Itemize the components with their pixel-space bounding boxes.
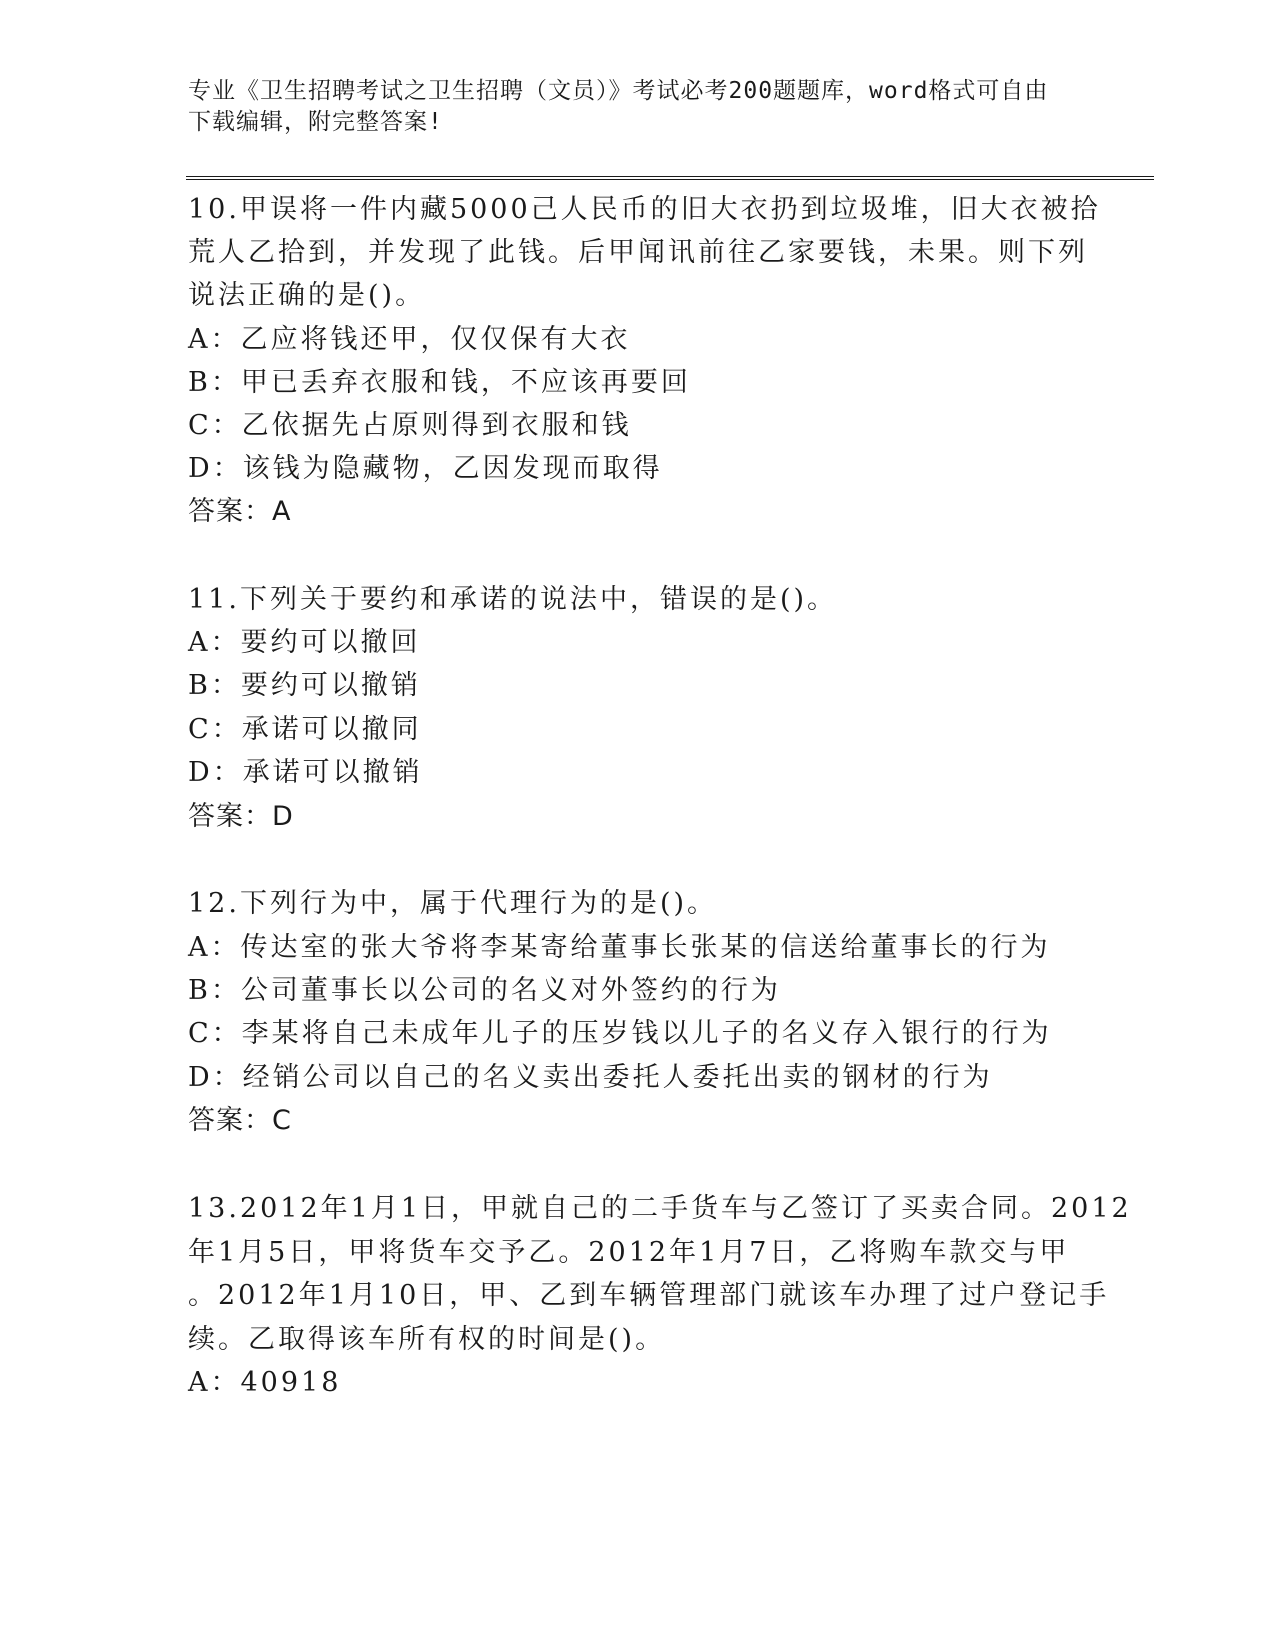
question-10-stem-line-3: 说法正确的是()。: [188, 280, 426, 311]
question-12-stem-line-1: 12.下列行为中，属于代理行为的是()。: [188, 888, 718, 919]
question-12-option-a: A：传达室的张大爷将李某寄给董事长张某的信送给董事长的行为: [188, 932, 1051, 963]
question-11-option-c: C：承诺可以撤同: [188, 714, 422, 745]
question-12-option-b: B：公司董事长以公司的名义对外签约的行为: [188, 975, 781, 1006]
question-10-option-c: C：乙依据先占原则得到衣服和钱: [188, 410, 632, 441]
question-10-answer: 答案：A: [188, 496, 292, 527]
question-10-stem-line-1: 10.甲误将一件内藏5000己人民币的旧大衣扔到垃圾堆，旧大衣被拾: [188, 194, 1101, 225]
question-12-answer: 答案：C: [188, 1105, 292, 1136]
question-10-stem-line-2: 荒人乙拾到，并发现了此钱。后甲闻讯前往乙家要钱，未果。则下列: [188, 237, 1088, 268]
question-11-answer: 答案：D: [188, 801, 294, 832]
question-11-stem-line-1: 11.下列关于要约和承诺的说法中，错误的是()。: [188, 584, 838, 615]
question-10-option-d: D：该钱为隐藏物，乙因发现而取得: [188, 453, 663, 484]
question-13-stem-line-2: 年1月5日，甲将货车交予乙。2012年1月7日，乙将购车款交与甲: [188, 1237, 1070, 1268]
question-11-option-a: A：要约可以撤回: [188, 627, 421, 658]
question-13-stem-line-3: 。2012年1月10日，甲、乙到车辆管理部门就该车办理了过户登记手: [188, 1280, 1110, 1311]
question-13-stem-line-4: 续。乙取得该车所有权的时间是()。: [188, 1324, 666, 1355]
question-10-option-b: B：甲已丢弃衣服和钱，不应该再要回: [188, 367, 691, 398]
question-12-option-c: C：李某将自己未成年儿子的压岁钱以儿子的名义存入银行的行为: [188, 1018, 1052, 1049]
question-13-stem-line-1: 13.2012年1月1日，甲就自己的二手货车与乙签订了买卖合同。2012: [188, 1193, 1132, 1224]
question-11-option-d: D：承诺可以撤销: [188, 757, 423, 788]
question-11-option-b: B：要约可以撤销: [188, 670, 421, 701]
question-12-option-d: D：经销公司以自己的名义卖出委托人委托出卖的钢材的行为: [188, 1062, 993, 1093]
question-13-option-a: A：40918: [188, 1367, 342, 1398]
question-10-option-a: A：乙应将钱还甲，仅仅保有大衣: [188, 324, 631, 355]
document-header: 专业《卫生招聘考试之卫生招聘（文员）》考试必考200题题库，word格式可自由下载编辑，附完整答案!: [188, 78, 1049, 135]
header-divider: [186, 176, 1154, 180]
